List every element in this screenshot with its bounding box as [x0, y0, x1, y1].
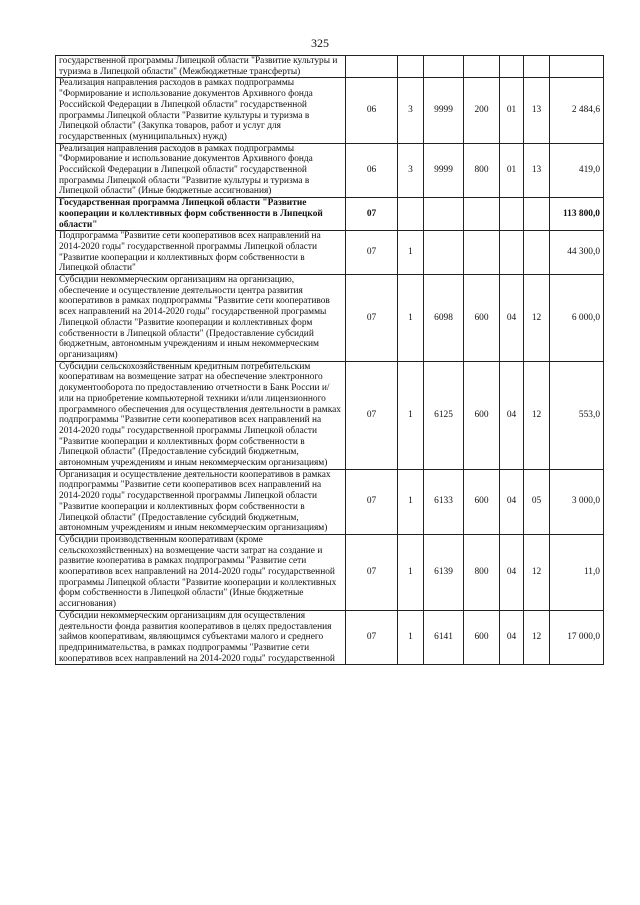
- program-code: 07: [346, 361, 398, 469]
- subsection-code: [524, 231, 550, 275]
- section-code: [500, 198, 524, 231]
- program-code: 07: [346, 198, 398, 231]
- subsection-code: 13: [524, 78, 550, 143]
- subprogram-code: 1: [398, 469, 424, 534]
- page-number: 325: [311, 36, 329, 50]
- subprogram-code: 1: [398, 534, 424, 610]
- subprogram-code: 1: [398, 275, 424, 362]
- row-amount: 553,0: [550, 361, 604, 469]
- row-description: Субсидии сельскохозяйственным кредитным потребительским кооперативам на возмещение затрат на обеспечение электронного документооборота по предоставлению отчетности в Банк России и/или на приобретение компьютерной техники и/или лицензионного программного обеспечения для осуществления деятельности в рамках подпрограммы "Развитие сети кооперативов всех направлений на 2014-2020 годы" государственной программы Липецкой области "Развитие кооперации и коллективных форм собственности в Липецкой области" (Предоставление субсидий бюджетным, автономным учреждениям и иным некоммерческим организациям): [56, 361, 346, 469]
- section-code: 04: [500, 534, 524, 610]
- table-row: [56, 143, 604, 198]
- program-code: 07: [346, 534, 398, 610]
- program-code: 06: [346, 78, 398, 143]
- subprogram-code: 3: [398, 143, 424, 198]
- program-code: 07: [346, 275, 398, 362]
- row-amount: 11,0: [550, 534, 604, 610]
- subprogram-code: 1: [398, 361, 424, 469]
- table-row: [56, 198, 604, 231]
- program-code: [346, 56, 398, 78]
- table-row: [56, 78, 604, 143]
- program-code: 07: [346, 469, 398, 534]
- budget-table: [55, 55, 604, 665]
- direction-code: [424, 56, 464, 78]
- direction-code: 6139: [424, 534, 464, 610]
- row-description: Субсидии некоммерческим организациям для осуществления деятельности фонда развития кооперативов в целях предоставления займов кооперативам, являющимся субъектами малого и среднего предпринимательства, в рамках подпрограммы "Развитие сети кооперативов всех направлений на 2014-2020 годы" государственной: [56, 610, 346, 665]
- row-amount: 17 000,0: [550, 610, 604, 665]
- direction-code: 9999: [424, 78, 464, 143]
- subsection-code: 12: [524, 534, 550, 610]
- section-code: 01: [500, 143, 524, 198]
- subsection-code: 05: [524, 469, 550, 534]
- row-amount: 2 484,6: [550, 78, 604, 143]
- direction-code: 6098: [424, 275, 464, 362]
- subprogram-code: [398, 56, 424, 78]
- table-row: [56, 610, 604, 665]
- expense-type-code: [464, 231, 500, 275]
- row-description: Организация и осуществление деятельности кооперативов в рамках подпрограммы "Развитие сети кооперативов всех направлений на 2014-2020 годы" государственной программы Липецкой области "Развитие кооперации и коллективных форм собственности в Липецкой области" (Предоставление субсидий бюджетным, автономным учреждениям и иным некоммерческим организациям): [56, 469, 346, 534]
- row-amount: 44 300,0: [550, 231, 604, 275]
- expense-type-code: 600: [464, 469, 500, 534]
- section-code: 04: [500, 361, 524, 469]
- row-description: Реализация направления расходов в рамках подпрограммы "Формирование и использование документов Архивного фонда Российской Федерации в Липецкой области" государственной программы Липецкой области "Развитие культуры и туризма в Липецкой области" (Иные бюджетные ассигнования): [56, 143, 346, 198]
- row-description: Субсидии производственным кооперативам (кроме сельскохозяйственных) на возмещение части затрат на создание и развитие кооператива в рамках подпрограммы "Развитие сети кооперативов всех направлений на 2014-2020 годы" государственной программы Липецкой области "Развитие кооперации и коллективных форм собственности в Липецкой области" (Иные бюджетные ассигнования): [56, 534, 346, 610]
- section-code: [500, 56, 524, 78]
- table-row: [56, 361, 604, 469]
- table-row: [56, 231, 604, 275]
- expense-type-code: 200: [464, 78, 500, 143]
- row-description: Подпрограмма "Развитие сети кооперативов всех направлений на 2014-2020 годы" государственной программы Липецкой области "Развитие кооперации и коллективных форм собственности в Липецкой области": [56, 231, 346, 275]
- direction-code: [424, 198, 464, 231]
- program-code: 07: [346, 231, 398, 275]
- expense-type-code: 800: [464, 143, 500, 198]
- program-code: 06: [346, 143, 398, 198]
- section-code: 01: [500, 78, 524, 143]
- direction-code: 6133: [424, 469, 464, 534]
- row-description: Реализация направления расходов в рамках подпрограммы "Формирование и использование документов Архивного фонда Российской Федерации в Липецкой области" государственной программы Липецкой области "Развитие культуры и туризма в Липецкой области" (Закупка товаров, работ и услуг для государственных (муниципальных) нужд): [56, 78, 346, 143]
- direction-code: 6125: [424, 361, 464, 469]
- table-row: [56, 469, 604, 534]
- subprogram-code: 1: [398, 610, 424, 665]
- expense-type-code: 800: [464, 534, 500, 610]
- row-amount: 6 000,0: [550, 275, 604, 362]
- program-code: 07: [346, 610, 398, 665]
- row-amount: 113 800,0: [550, 198, 604, 231]
- direction-code: [424, 231, 464, 275]
- section-code: 04: [500, 275, 524, 362]
- direction-code: 9999: [424, 143, 464, 198]
- section-code: 04: [500, 610, 524, 665]
- section-code: [500, 231, 524, 275]
- row-amount: [550, 56, 604, 78]
- subsection-code: 12: [524, 275, 550, 362]
- direction-code: 6141: [424, 610, 464, 665]
- row-description: государственной программы Липецкой области "Развитие культуры и туризма в Липецкой области" (Межбюджетные трансферты): [56, 56, 346, 78]
- subsection-code: [524, 198, 550, 231]
- expense-type-code: 600: [464, 610, 500, 665]
- subprogram-code: 3: [398, 78, 424, 143]
- table-row: [56, 534, 604, 610]
- row-amount: 3 000,0: [550, 469, 604, 534]
- expense-type-code: [464, 56, 500, 78]
- subprogram-code: 1: [398, 231, 424, 275]
- subsection-code: 12: [524, 610, 550, 665]
- subprogram-code: [398, 198, 424, 231]
- row-description: Государственная программа Липецкой области "Развитие кооперации и коллективных форм собственности в Липецкой области": [56, 198, 346, 231]
- table-row: [56, 56, 604, 78]
- expense-type-code: [464, 198, 500, 231]
- table-row: [56, 275, 604, 362]
- row-description: Субсидии некоммерческим организациям на организацию, обеспечение и осуществление деятельности центра развития кооперативов в рамках подпрограммы "Развитие сети кооперативов всех направлений на 2014-2020 годы" государственной программы Липецкой области "Развитие кооперации и коллективных форм собственности в Липецкой области" (Предоставление субсидий бюджетным, автономным учреждениям и иным некоммерческим организациям): [56, 275, 346, 362]
- subsection-code: 13: [524, 143, 550, 198]
- expense-type-code: 600: [464, 275, 500, 362]
- subsection-code: 12: [524, 361, 550, 469]
- row-amount: 419,0: [550, 143, 604, 198]
- subsection-code: [524, 56, 550, 78]
- section-code: 04: [500, 469, 524, 534]
- expense-type-code: 600: [464, 361, 500, 469]
